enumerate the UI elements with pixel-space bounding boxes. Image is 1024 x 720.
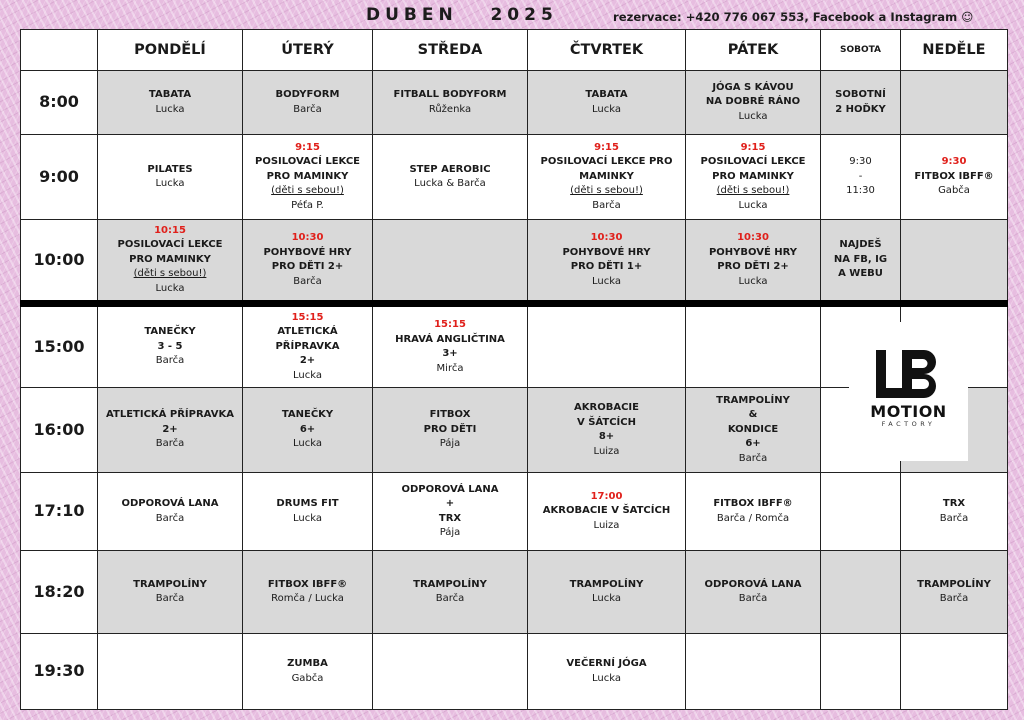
class-name: TRAMPOLÍNY	[413, 578, 487, 590]
class-cell-wednesday	[373, 473, 528, 551]
class-name: HRAVÁ ANGLIČTINA 3+	[395, 333, 505, 359]
instructor-name: Barča	[939, 512, 969, 524]
class-cell-wednesday	[373, 634, 528, 710]
logo-text: MOTION	[870, 402, 947, 421]
day-header-wednesday: STŘEDA	[373, 30, 528, 71]
class-cell-monday	[98, 220, 243, 304]
class-cell-monday	[98, 388, 243, 473]
class-cell-wednesday	[373, 135, 528, 220]
start-time: 9:30	[941, 156, 967, 168]
start-time: 10:30	[590, 232, 623, 243]
class-cell-tuesday	[243, 304, 373, 388]
class-cell-wednesday	[373, 551, 528, 634]
instructor-name: Barča / Romča	[716, 512, 790, 524]
class-cell-monday	[98, 634, 243, 710]
class-cell-friday	[686, 473, 821, 551]
class-cell-thursday	[528, 634, 686, 710]
class-name: PILATES	[147, 163, 193, 175]
instructor-name: Lucka	[738, 199, 768, 211]
time-row	[21, 71, 1008, 135]
class-name: BODYFORM	[275, 89, 340, 100]
instructor-name: Romča / Lucka	[271, 593, 344, 604]
class-cell-wednesday	[373, 388, 528, 473]
class-cell-thursday	[528, 71, 686, 135]
start-time: 15:15	[434, 319, 466, 330]
class-cell-friday	[686, 551, 821, 634]
day-header-sunday: NEDĚLE	[901, 30, 1008, 71]
class-name: TRAMPOLÍNY	[569, 578, 644, 590]
class-name: TRAMPOLÍNY	[917, 578, 991, 590]
class-cell-saturday	[821, 634, 901, 710]
time-slot-label: 19:30	[21, 634, 98, 710]
instructor-name: Gabča	[291, 672, 324, 684]
instructor-name: Lucka	[155, 282, 185, 294]
instructor-name: Lucka	[293, 512, 322, 524]
instructor-name: Růženka	[428, 103, 472, 115]
class-cell-monday	[98, 304, 243, 388]
instructor-name: Luiza	[593, 445, 620, 457]
time-slot-label: 10:00	[21, 220, 98, 304]
class-cell-sunday	[901, 71, 1008, 135]
class-cell-friday	[686, 71, 821, 135]
instructor-name: Lucka	[592, 103, 621, 115]
class-name: FITBOX PRO DĚTI	[423, 409, 477, 435]
class-name: FITBOX IBFF®	[914, 170, 994, 182]
class-cell-wednesday	[373, 71, 528, 135]
class-note: (děti s sebou!)	[570, 185, 643, 197]
class-name: VEČERNÍ JÓGA	[566, 658, 647, 669]
instructor-name: Pája	[439, 438, 461, 450]
instructor-name: Barča	[592, 199, 621, 211]
class-cell-friday	[686, 135, 821, 220]
class-name: TRX	[942, 498, 966, 509]
day-header-saturday: SOBOTA	[821, 30, 901, 71]
class-name: TABATA	[148, 89, 192, 100]
instructor-name: Barča	[155, 593, 185, 604]
day-header-row	[21, 30, 1008, 71]
class-cell-friday	[686, 304, 821, 388]
start-time: 10:15	[154, 224, 186, 236]
time-slot-label: 15:00	[21, 304, 98, 388]
instructor-name: Lucka	[592, 672, 621, 684]
class-cell-saturday	[821, 473, 901, 551]
class-name: SOBOTNÍ 2 HOĎKY	[835, 89, 886, 115]
time-slot-label: 16:00	[21, 388, 98, 473]
time-slot-label: 9:00	[21, 135, 98, 220]
class-cell-thursday	[528, 551, 686, 634]
class-cell-thursday	[528, 304, 686, 388]
class-cell-thursday	[528, 220, 686, 304]
logo-subtext: FACTORY	[881, 420, 936, 428]
class-name: POSILOVACÍ LEKCE PRO MAMINKY	[540, 156, 673, 182]
start-time: 9:15	[295, 141, 320, 153]
instructor-name: Lucka	[293, 438, 322, 450]
class-cell-thursday	[528, 135, 686, 220]
lb-motion-factory-logo	[849, 322, 968, 461]
class-name: TABATA	[585, 89, 628, 100]
class-cell-friday	[686, 388, 821, 473]
class-name: ODPOROVÁ LANA	[704, 578, 802, 590]
class-name: POHYBOVÉ HRY PRO DĚTI 2+	[263, 246, 352, 272]
class-name: 9:30 - 11:30	[846, 156, 875, 197]
class-note: (děti s sebou!)	[133, 268, 207, 280]
instructor-name: Lucka	[155, 178, 185, 189]
instructor-name: Lucka	[738, 275, 768, 287]
day-header-monday: PONDĚLÍ	[98, 30, 243, 71]
instructor-name: Péťa P.	[291, 199, 324, 211]
class-cell-wednesday	[373, 220, 528, 304]
instructor-name: Barča	[155, 438, 185, 450]
class-cell-saturday	[821, 551, 901, 634]
day-header-friday: PÁTEK	[686, 30, 821, 71]
class-name: DRUMS FIT	[276, 498, 339, 509]
time-slot-label: 8:00	[21, 71, 98, 135]
instructor-name: Pája	[439, 527, 461, 538]
instructor-name: Barča	[738, 452, 768, 464]
class-cell-tuesday	[243, 71, 373, 135]
class-cell-sunday	[901, 473, 1008, 551]
time-row	[21, 220, 1008, 304]
start-time: 17:00	[590, 490, 623, 502]
instructor-name: Lucka	[592, 593, 621, 604]
class-cell-wednesday	[373, 304, 528, 388]
class-name: STEP AEROBIC	[409, 163, 491, 175]
class-name: AKROBACIE V ŠATCÍCH	[542, 505, 671, 517]
class-cell-monday	[98, 473, 243, 551]
class-cell-monday	[98, 551, 243, 634]
class-name: ODPOROVÁ LANA	[121, 498, 219, 509]
reservation-contact: rezervace: +420 776 067 553, Facebook a Instagram ☺	[613, 10, 974, 24]
class-name: POSILOVACÍ LEKCE PRO MAMINKY	[700, 156, 806, 182]
instructor-name: Lucka	[155, 103, 185, 115]
corner-cell	[21, 30, 98, 71]
class-name: ZUMBA	[287, 658, 328, 669]
time-row	[21, 473, 1008, 551]
class-cell-saturday	[821, 220, 901, 304]
day-header-thursday: ČTVRTEK	[528, 30, 686, 71]
class-cell-sunday	[901, 634, 1008, 710]
schedule-title: DUBEN 2025	[366, 5, 558, 25]
instructor-name: Lucka & Barča	[414, 178, 486, 189]
class-cell-sunday	[901, 135, 1008, 220]
instructor-name: Barča	[435, 593, 465, 604]
class-name: TANEČKY 6+	[281, 409, 334, 435]
class-cell-tuesday	[243, 388, 373, 473]
instructor-name: Barča	[155, 355, 185, 367]
instructor-name: Barča	[738, 593, 768, 604]
class-cell-sunday	[901, 551, 1008, 634]
time-slot-label: 17:10	[21, 473, 98, 551]
class-cell-saturday	[821, 71, 901, 135]
class-cell-tuesday	[243, 634, 373, 710]
start-time: 9:15	[594, 141, 619, 153]
day-header-tuesday: ÚTERÝ	[243, 30, 373, 71]
class-name: TRAMPOLÍNY	[133, 578, 207, 590]
instructor-name: Gabča	[938, 185, 970, 197]
lb-logo-mark-icon	[872, 348, 946, 400]
class-name: ATLETICKÁ PŘÍPRAVKA 2+	[275, 326, 340, 367]
time-row	[21, 634, 1008, 710]
time-row	[21, 551, 1008, 634]
start-time: 10:30	[737, 232, 769, 243]
class-name: FITBALL BODYFORM	[393, 89, 507, 100]
class-name: POHYBOVÉ HRY PRO DĚTI 2+	[708, 246, 798, 272]
class-cell-thursday	[528, 388, 686, 473]
instructor-name: Barča	[939, 593, 969, 604]
class-cell-friday	[686, 634, 821, 710]
class-name: TRAMPOLÍNY & KONDICE 6+	[716, 394, 790, 450]
class-cell-tuesday	[243, 135, 373, 220]
class-name: ODPOROVÁ LANA + TRX	[401, 483, 499, 524]
class-cell-tuesday	[243, 473, 373, 551]
class-cell-friday	[686, 220, 821, 304]
time-row	[21, 135, 1008, 220]
class-cell-monday	[98, 135, 243, 220]
class-note: (děti s sebou!)	[716, 185, 790, 197]
class-cell-monday	[98, 71, 243, 135]
class-name: FITBOX IBFF®	[713, 498, 793, 509]
instructor-name: Lucka	[293, 369, 322, 381]
class-name: ATLETICKÁ PŘÍPRAVKA 2+	[106, 409, 234, 435]
instructor-name: Lucka	[592, 275, 621, 287]
class-note: (děti s sebou!)	[271, 185, 344, 197]
instructor-name: Barča	[293, 275, 322, 287]
class-name: TANEČKY 3 - 5	[144, 326, 196, 352]
start-time: 9:15	[740, 141, 766, 153]
start-time: 10:30	[291, 232, 324, 243]
class-name: JÓGA S KÁVOU NA DOBRÉ RÁNO	[705, 81, 801, 108]
instructor-name: Barča	[155, 512, 185, 524]
class-name: POSILOVACÍ LEKCE PRO MAMINKY	[254, 156, 360, 182]
class-name: POSILOVACÍ LEKCE PRO MAMINKY	[117, 239, 223, 265]
instructor-name: Lucka	[738, 110, 768, 122]
time-slot-label: 18:20	[21, 551, 98, 634]
class-name: FITBOX IBFF®	[267, 578, 348, 590]
start-time: 15:15	[291, 311, 324, 323]
class-cell-tuesday	[243, 220, 373, 304]
instructor-name: Barča	[293, 103, 322, 115]
instructor-name: Mirča	[436, 362, 464, 374]
class-name: POHYBOVÉ HRY PRO DĚTI 1+	[562, 246, 651, 272]
class-cell-thursday	[528, 473, 686, 551]
instructor-name: Luiza	[593, 519, 620, 531]
class-name: AKROBACIE V ŠÁTCÍCH 8+	[574, 402, 639, 442]
class-cell-sunday	[901, 220, 1008, 304]
class-name: NAJDEŠ NA FB, IG A WEBU	[833, 239, 888, 280]
class-cell-saturday	[821, 135, 901, 220]
class-cell-tuesday	[243, 551, 373, 634]
